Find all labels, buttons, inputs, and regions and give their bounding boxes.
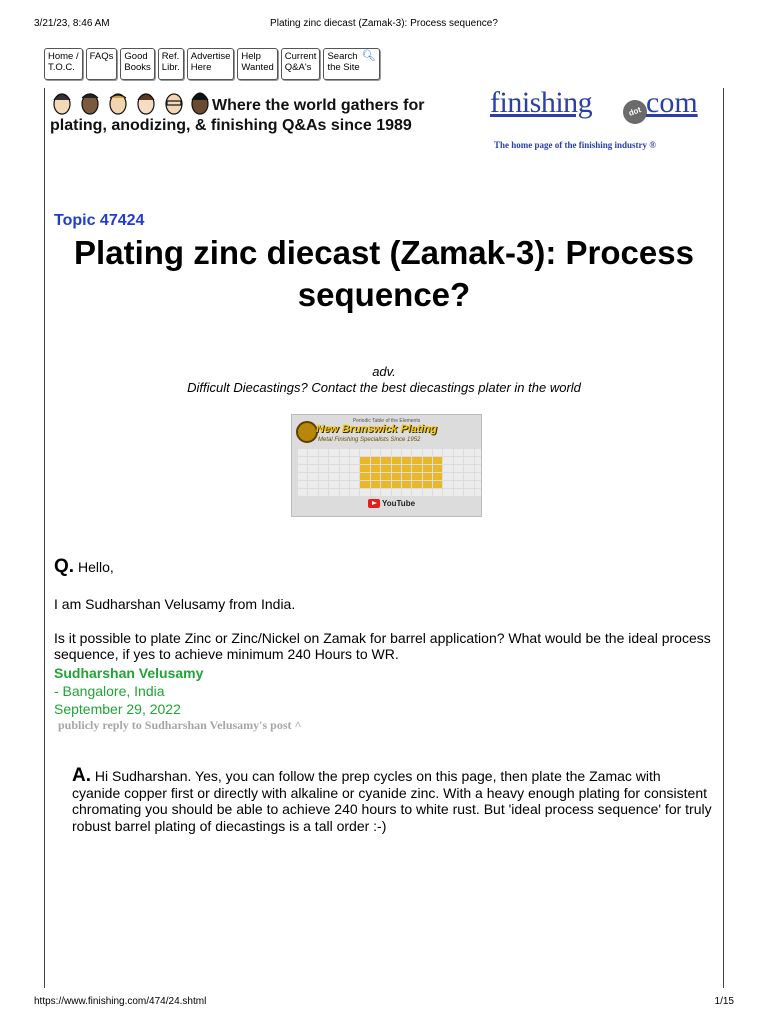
- periodic-cell: [350, 473, 359, 480]
- nav-search-button[interactable]: [323, 48, 379, 80]
- print-header: [34, 18, 734, 32]
- top-navigation: [44, 48, 380, 80]
- periodic-cell: [298, 449, 307, 456]
- periodic-cell: [298, 481, 307, 488]
- periodic-cell: [454, 481, 463, 488]
- nav-good-books-button[interactable]: Good Books: [120, 48, 154, 80]
- periodic-cell: [340, 481, 349, 488]
- periodic-cell: [298, 465, 307, 472]
- periodic-cell: [423, 489, 432, 496]
- periodic-cell: [308, 489, 317, 496]
- reply-to-post-link[interactable]: publicly reply to Sudharshan Velusamy's post ^: [58, 718, 302, 732]
- periodic-cell: [340, 465, 349, 472]
- ad-banner-new-brunswick-plating[interactable]: [291, 414, 482, 517]
- periodic-cell: [475, 465, 482, 472]
- ad-label: adv.: [372, 364, 396, 379]
- print-footer: [34, 996, 734, 1010]
- answer-block: [72, 765, 712, 834]
- periodic-cell: [308, 449, 317, 456]
- periodic-cell: [360, 465, 369, 472]
- periodic-cell: [319, 465, 328, 472]
- periodic-cell: [392, 449, 401, 456]
- nav-help-wanted-button[interactable]: Help Wanted: [237, 48, 277, 80]
- periodic-cell: [392, 489, 401, 496]
- question-location: - Bangalore, India: [54, 683, 165, 699]
- periodic-cell: [423, 473, 432, 480]
- page-frame-left-border: [44, 88, 45, 988]
- nav-search-label: Search the Site: [327, 51, 360, 73]
- finishing-com-logo[interactable]: [488, 86, 718, 156]
- periodic-cell: [329, 489, 338, 496]
- periodic-cell: [350, 465, 359, 472]
- periodic-cell: [319, 481, 328, 488]
- periodic-cell: [412, 465, 421, 472]
- question-paragraph-2: Is it possible to plate Zinc or Zinc/Nickel on Zamak for barrel application? What would be the ideal process sequence, if yes to achieve minimum 240 Hours to WR.: [54, 630, 711, 662]
- periodic-cell: [360, 457, 369, 464]
- periodic-cell: [308, 473, 317, 480]
- periodic-table-graphic: [298, 449, 482, 496]
- periodic-cell: [402, 465, 411, 472]
- youtube-label: YouTube: [382, 499, 416, 508]
- periodic-cell: [381, 481, 390, 488]
- periodic-cell: [308, 481, 317, 488]
- periodic-cell: [443, 489, 452, 496]
- periodic-cell: [423, 481, 432, 488]
- periodic-cell: [340, 449, 349, 456]
- page-frame-right-border: [723, 88, 724, 988]
- periodic-cell: [329, 473, 338, 480]
- periodic-cell: [329, 457, 338, 464]
- periodic-cell: [360, 481, 369, 488]
- company-emblem-icon: [296, 421, 318, 443]
- periodic-cell: [319, 449, 328, 456]
- periodic-cell: [329, 449, 338, 456]
- periodic-cell: [319, 473, 328, 480]
- periodic-cell: [464, 481, 473, 488]
- periodic-cell: [464, 465, 473, 472]
- periodic-cell: [433, 449, 442, 456]
- tagline-line-1: Where the world gathers for: [212, 97, 425, 114]
- periodic-cell: [319, 489, 328, 496]
- periodic-cell: [443, 457, 452, 464]
- periodic-cell: [350, 449, 359, 456]
- periodic-cell: [433, 473, 442, 480]
- periodic-cell: [443, 473, 452, 480]
- periodic-cell: [360, 473, 369, 480]
- question-author: Sudharshan Velusamy: [54, 665, 204, 681]
- logo-dot-badge: dot: [620, 97, 651, 128]
- topic-number: Topic 47424: [54, 212, 145, 229]
- print-page-count: 1/15: [714, 996, 734, 1007]
- periodic-cell: [443, 449, 452, 456]
- periodic-cell: [371, 489, 380, 496]
- periodic-cell: [360, 449, 369, 456]
- periodic-cell: [371, 449, 380, 456]
- periodic-cell: [475, 489, 482, 496]
- nav-advertise-button[interactable]: Advertise Here: [187, 48, 235, 80]
- periodic-cell: [392, 457, 401, 464]
- periodic-cell: [371, 481, 380, 488]
- periodic-cell: [350, 489, 359, 496]
- periodic-cell: [371, 473, 380, 480]
- logo-com: com: [646, 86, 698, 119]
- periodic-cell: [392, 465, 401, 472]
- search-icon: 🔍︎: [361, 50, 376, 62]
- periodic-cell: [371, 465, 380, 472]
- periodic-cell: [402, 449, 411, 456]
- periodic-cell: [381, 457, 390, 464]
- periodic-cell: [412, 489, 421, 496]
- nav-current-qas-button[interactable]: Current Q&A's: [281, 48, 321, 80]
- periodic-cell: [433, 457, 442, 464]
- logo-subtitle: The home page of the finishing industry ®: [494, 140, 656, 150]
- periodic-cell: [433, 465, 442, 472]
- question-greeting: Hello,: [77, 559, 114, 575]
- periodic-cell: [464, 473, 473, 480]
- periodic-cell: [360, 489, 369, 496]
- periodic-cell: [402, 473, 411, 480]
- nav-home-toc-button[interactable]: Home / T.O.C.: [44, 48, 83, 80]
- periodic-cell: [423, 449, 432, 456]
- periodic-cell: [475, 449, 482, 456]
- site-header: [50, 84, 718, 164]
- logo-word: finishing: [490, 86, 593, 119]
- periodic-cell: [412, 457, 421, 464]
- periodic-cell: [350, 457, 359, 464]
- periodic-cell: [298, 489, 307, 496]
- periodic-cell: [454, 473, 463, 480]
- nav-ref-libr-button[interactable]: Ref. Libr.: [158, 48, 184, 80]
- answer-marker: A.: [72, 765, 91, 786]
- periodic-cell: [381, 465, 390, 472]
- periodic-cell: [350, 481, 359, 488]
- answer-text: Hi Sudharshan. Yes, you can follow the prep cycles on this page, then plate the Zamac with cyanide copper first or directly with alkaline or cyanide zinc. With a heavy enough plating for consistent chromating you should be able to achieve 240 hours to white rust. But 'ideal process sequence' for truly robust barrel plating of diecastings is a tall order :-): [72, 768, 712, 834]
- question-greeting-line: [54, 556, 114, 578]
- periodic-cell: [412, 481, 421, 488]
- periodic-cell: [298, 457, 307, 464]
- periodic-cell: [308, 457, 317, 464]
- periodic-cell: [423, 465, 432, 472]
- print-datetime: 3/21/23, 8:46 AM: [34, 18, 110, 29]
- periodic-cell: [402, 481, 411, 488]
- periodic-cell: [412, 473, 421, 480]
- periodic-cell: [371, 457, 380, 464]
- ad-text: Difficult Diecastings? Contact the best diecastings plater in the world: [187, 380, 581, 395]
- periodic-cell: [464, 489, 473, 496]
- periodic-cell: [319, 457, 328, 464]
- periodic-cell: [475, 457, 482, 464]
- periodic-cell: [402, 457, 411, 464]
- periodic-cell: [475, 473, 482, 480]
- print-url: https://www.finishing.com/474/24.shtml: [34, 996, 207, 1007]
- periodic-cell: [381, 473, 390, 480]
- periodic-cell: [464, 457, 473, 464]
- periodic-cell: [475, 481, 482, 488]
- periodic-cell: [443, 465, 452, 472]
- periodic-cell: [340, 473, 349, 480]
- periodic-cell: [433, 489, 442, 496]
- periodic-cell: [329, 481, 338, 488]
- question-marker: Q.: [54, 556, 75, 577]
- question-date: September 29, 2022: [54, 701, 181, 717]
- periodic-cell: [433, 481, 442, 488]
- periodic-cell: [423, 457, 432, 464]
- periodic-cell: [381, 489, 390, 496]
- periodic-cell: [381, 449, 390, 456]
- periodic-cell: [454, 457, 463, 464]
- periodic-cell: [308, 465, 317, 472]
- periodic-cell: [340, 457, 349, 464]
- periodic-cell: [454, 465, 463, 472]
- youtube-badge: [368, 499, 415, 508]
- periodic-cell: [464, 449, 473, 456]
- periodic-cell: [412, 449, 421, 456]
- print-page-title: Plating zinc diecast (Zamak-3): Process sequence?: [270, 18, 498, 29]
- ad-banner-caption: Periodic Table of the Elements: [352, 418, 421, 424]
- periodic-cell: [340, 489, 349, 496]
- periodic-cell: [454, 449, 463, 456]
- periodic-cell: [392, 473, 401, 480]
- periodic-cell: [329, 465, 338, 472]
- question-paragraph-1: I am Sudharshan Velusamy from India.: [54, 596, 296, 612]
- site-tagline: [50, 96, 480, 136]
- periodic-cell: [443, 481, 452, 488]
- periodic-cell: [298, 473, 307, 480]
- ad-banner-title: New Brunswick Plating: [316, 423, 438, 435]
- periodic-cell: [392, 481, 401, 488]
- periodic-cell: [402, 489, 411, 496]
- youtube-play-icon: [368, 499, 380, 508]
- page-title: Plating zinc diecast (Zamak-3): Process sequence?: [74, 234, 694, 313]
- periodic-cell: [454, 489, 463, 496]
- tagline-line-2: plating, anodizing, & finishing Q&As since 1989: [50, 117, 412, 134]
- nav-faqs-button[interactable]: FAQs: [86, 48, 118, 80]
- ad-banner-subtitle: Metal Finishing Specialists Since 1952: [318, 437, 421, 443]
